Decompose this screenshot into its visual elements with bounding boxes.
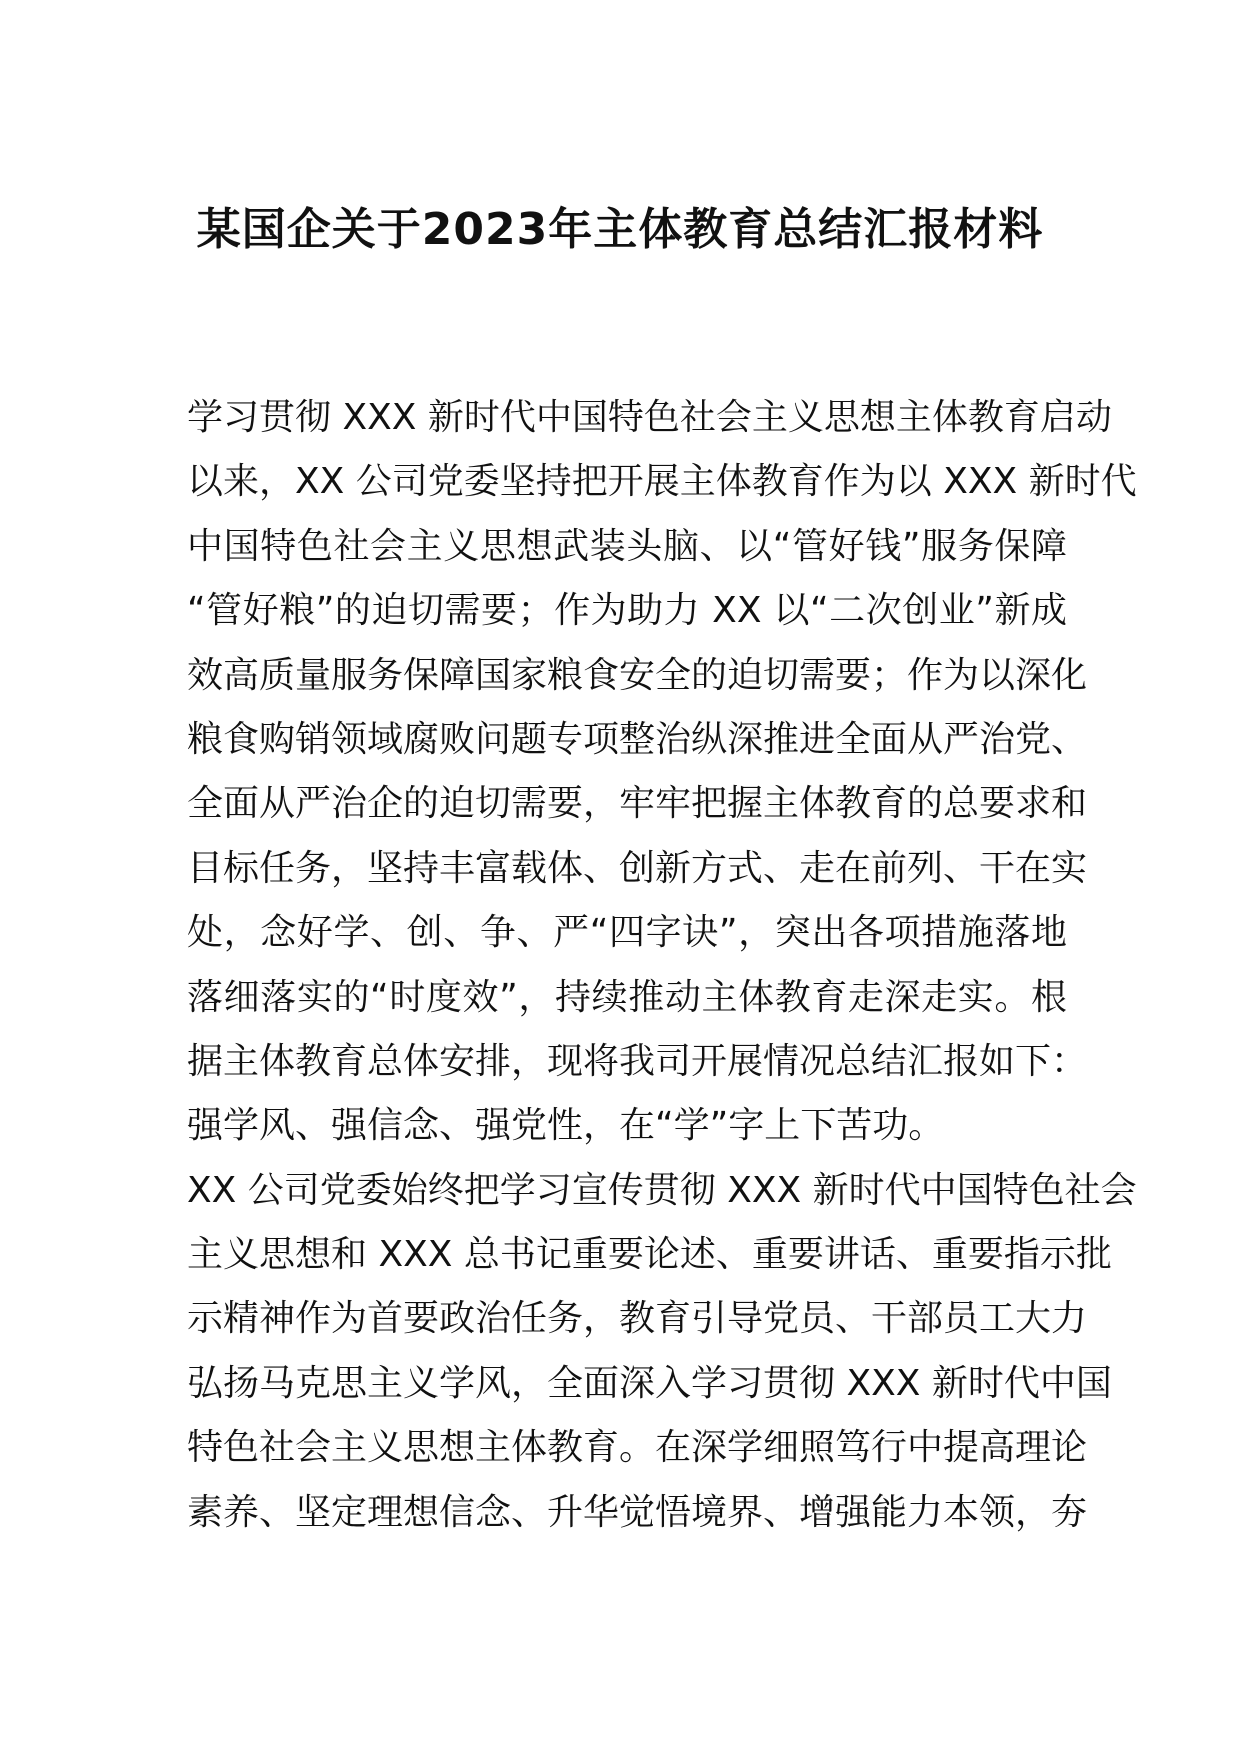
text-line: 素养、坚定理想信念、升华觉悟境界、增强能力本领，夯 bbox=[187, 1491, 1088, 1533]
text-line: 全面从严治企的迫切需要，牢牢把握主体教育的总要求和 bbox=[187, 783, 1088, 825]
text-line: 特色社会主义思想主体教育。在深学细照笃行中提高理论 bbox=[187, 1427, 1088, 1469]
text-line: 目标任务，坚持丰富载体、创新方式、走在前列、干在实 bbox=[187, 847, 1088, 889]
text-line: 落细落实的“时度效”，持续推动主体教育走深走实。根 bbox=[187, 976, 1067, 1018]
text-line: 主义思想和 XXX 总书记重要论述、重要讲话、重要指示批 bbox=[187, 1234, 1112, 1276]
text-line: 粮食购销领域腐败问题专项整治纵深推进全面从严治党、 bbox=[187, 718, 1088, 760]
text-line: 效高质量服务保障国家粮食安全的迫切需要；作为以深化 bbox=[187, 654, 1088, 696]
text-line: XX 公司党委始终把学习宣传贯彻 XXX 新时代中国特色社会 bbox=[187, 1169, 1137, 1211]
text-line: 学习贯彻 XXX 新时代中国特色社会主义思想主体教育启动 bbox=[187, 397, 1112, 438]
text-line: 以来，XX 公司党委坚持把开展主体教育作为以 XXX 新时代 bbox=[187, 461, 1137, 503]
section-heading: 强学风、强信念、强党性，在“学”字上下苦功。 bbox=[187, 1105, 945, 1147]
text-line: 中国特色社会主义思想武装头脑、以“管好钱”服务保障 bbox=[187, 525, 1067, 567]
text-line: 弘扬马克思主义学风，全面深入学习贯彻 XXX 新时代中国 bbox=[187, 1362, 1112, 1404]
document-title: 某国企关于2023年主体教育总结汇报材料 bbox=[196, 204, 1044, 255]
text-line: “管好粮”的迫切需要；作为助力 XX 以“二次创业”新成 bbox=[187, 590, 1067, 632]
text-line: 处，念好学、创、争、严“四字诀”，突出各项措施落地 bbox=[187, 912, 1067, 954]
document-body bbox=[187, 386, 1137, 1545]
text-line: 示精神作为首要政治任务，教育引导党员、干部员工大力 bbox=[187, 1298, 1088, 1340]
text-line: 据主体教育总体安排，现将我司开展情况总结汇报如下： bbox=[187, 1040, 1088, 1082]
